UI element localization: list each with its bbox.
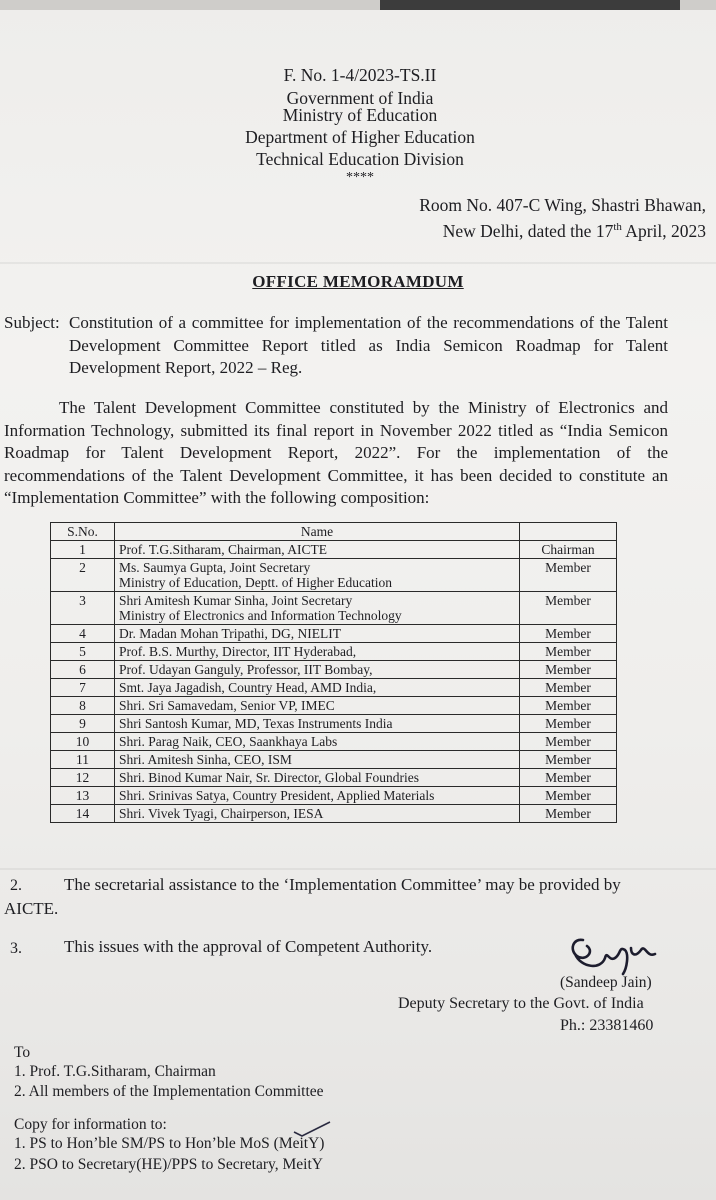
member-name	[115, 751, 520, 769]
member-name-line1: Shri. Srinivas Satya, Country President, Applied Materials	[119, 788, 435, 803]
serial-number: 12	[51, 769, 115, 787]
date-line	[443, 216, 706, 243]
member-role: Member	[520, 625, 617, 643]
member-name-line1: Shri. Sri Samavedam, Senior VP, IMEC	[119, 698, 335, 713]
memo-title: OFFICE MEMORAMDUM	[252, 272, 464, 291]
member-role: Member	[520, 661, 617, 679]
serial-number: 2	[51, 559, 115, 592]
member-name	[115, 541, 520, 559]
member-name-line1: Dr. Madan Mohan Tripathi, DG, NIELIT	[119, 626, 341, 641]
sno-header: S.No.	[51, 523, 115, 541]
member-name	[115, 715, 520, 733]
para3-number: 3.	[10, 940, 22, 957]
room-line: Room No. 407-C Wing, Shastri Bhawan,	[419, 195, 706, 215]
member-role: Member	[520, 805, 617, 823]
para2-text: The secretarial assistance to the ‘Implementation Committee’ may be provided by	[64, 875, 621, 894]
serial-number: 9	[51, 715, 115, 733]
para3-text: This issues with the approval of Competent Authority.	[64, 937, 433, 956]
member-name	[115, 625, 520, 643]
member-name-line1: Shri Santosh Kumar, MD, Texas Instruments India	[119, 716, 393, 731]
serial-number: 4	[51, 625, 115, 643]
table-row	[51, 805, 617, 823]
table-row	[51, 625, 617, 643]
serial-number: 13	[51, 787, 115, 805]
serial-number: 1	[51, 541, 115, 559]
member-role: Member	[520, 733, 617, 751]
table-row	[51, 787, 617, 805]
ministry-line: Ministry of Education	[282, 105, 438, 125]
member-name-line2: Ministry of Electronics and Information Technology	[119, 608, 402, 623]
date-prefix: New Delhi, dated the 17	[442, 220, 614, 241]
member-name	[115, 805, 520, 823]
table-row	[51, 697, 617, 715]
copy-label: Copy for information to:	[14, 1116, 167, 1133]
member-role: Member	[520, 769, 617, 787]
paper-fold	[0, 262, 716, 264]
serial-number: 5	[51, 643, 115, 661]
table-row	[51, 715, 617, 733]
member-name	[115, 661, 520, 679]
serial-number: 14	[51, 805, 115, 823]
member-name	[115, 733, 520, 751]
member-name-line1: Prof. Udayan Ganguly, Professor, IIT Bombay,	[119, 662, 373, 677]
member-name	[115, 787, 520, 805]
signatory-designation: Deputy Secretary to the Govt. of India	[398, 995, 644, 1012]
member-name	[115, 697, 520, 715]
top-edge	[0, 0, 716, 10]
member-name	[115, 559, 520, 592]
member-name-line1: Shri. Parag Naik, CEO, Saankhaya Labs	[119, 734, 338, 749]
member-role: Member	[520, 643, 617, 661]
to-label: To	[14, 1044, 31, 1061]
table-row	[51, 751, 617, 769]
to-item: 2. All members of the Implementation Committee	[14, 1083, 324, 1100]
member-name-line1: Smt. Jaya Jagadish, Country Head, AMD India,	[119, 680, 377, 695]
serial-number: 8	[51, 697, 115, 715]
table-row	[51, 733, 617, 751]
paper-fold	[0, 868, 716, 870]
subject-text: Constitution of a committee for implementation of the recommendations of the Talent Development Committee Report titled as India Semicon Roadmap for Talent Development Report, 2022 – Reg.	[69, 313, 668, 377]
table-row	[51, 769, 617, 787]
serial-number: 3	[51, 592, 115, 625]
table-row	[51, 592, 617, 625]
serial-number: 7	[51, 679, 115, 697]
member-name-line1: Prof. B.S. Murthy, Director, IIT Hyderabad,	[119, 644, 357, 659]
division-line: Technical Education Division	[256, 149, 464, 169]
serial-number: 10	[51, 733, 115, 751]
member-name-line1: Ms. Saumya Gupta, Joint Secretary	[119, 560, 311, 575]
table-header-row	[51, 523, 617, 541]
table-row	[51, 661, 617, 679]
name-header: Name	[115, 523, 520, 541]
member-name-line1: Shri. Amitesh Sinha, CEO, ISM	[119, 752, 292, 767]
role-header	[520, 523, 617, 541]
copy-item: 2. PSO to Secretary(HE)/PPS to Secretary, MeitY	[14, 1156, 323, 1173]
member-name	[115, 769, 520, 787]
member-role: Chairman	[520, 541, 617, 559]
committee-table	[50, 522, 617, 823]
date-sup: th	[613, 221, 622, 233]
member-name-line2: Ministry of Education, Deptt. of Higher Education	[119, 575, 392, 590]
department-line: Department of Higher Education	[245, 127, 475, 147]
member-role: Member	[520, 715, 617, 733]
member-role: Member	[520, 559, 617, 592]
para2-continuation: AICTE.	[4, 899, 59, 918]
serial-number: 11	[51, 751, 115, 769]
handwritten-signature	[565, 928, 660, 978]
member-name-line1: Shri Amitesh Kumar Sinha, Joint Secretary	[119, 593, 353, 608]
table-row	[51, 643, 617, 661]
table-row	[51, 541, 617, 559]
copy-item: 1. PS to Hon’ble SM/PS to Hon’ble MoS (MeitY)	[14, 1135, 325, 1152]
member-role: Member	[520, 697, 617, 715]
to-item: 1. Prof. T.G.Sitharam, Chairman	[14, 1063, 216, 1080]
subject-label: Subject:	[4, 313, 60, 332]
intro-paragraph: The Talent Development Committee constituted by the Ministry of Electronics and Information Technology, submitted its final report in November 2022 titled as “India Semicon Roadmap for Talent Development Report, 2022”. For the implementation of the recommendations of the Talent Development Committee, it has been decided to constitute an “Implementation Committee” with the following composition:	[4, 398, 668, 507]
member-name-line1: Shri. Vivek Tyagi, Chairperson, IESA	[119, 806, 324, 821]
member-name-line1: Shri. Binod Kumar Nair, Sr. Director, Global Foundries	[119, 770, 420, 785]
table-row	[51, 679, 617, 697]
separator-stars: ****	[346, 170, 374, 185]
member-role: Member	[520, 592, 617, 625]
para2-number: 2.	[10, 877, 22, 894]
file-number: F. No. 1-4/2023-TS.II	[283, 65, 437, 85]
serial-number: 6	[51, 661, 115, 679]
govt-line: Government of India	[286, 88, 434, 108]
signatory-phone: Ph.: 23381460	[560, 1017, 654, 1034]
signatory-name: (Sandeep Jain)	[560, 974, 652, 991]
tick-mark	[292, 1120, 332, 1138]
member-role: Member	[520, 751, 617, 769]
member-name	[115, 592, 520, 625]
date-suffix: April, 2023	[621, 220, 706, 241]
member-role: Member	[520, 679, 617, 697]
member-role: Member	[520, 787, 617, 805]
table-row	[51, 559, 617, 592]
member-name	[115, 679, 520, 697]
member-name-line1: Prof. T.G.Sitharam, Chairman, AICTE	[119, 542, 327, 557]
member-name	[115, 643, 520, 661]
